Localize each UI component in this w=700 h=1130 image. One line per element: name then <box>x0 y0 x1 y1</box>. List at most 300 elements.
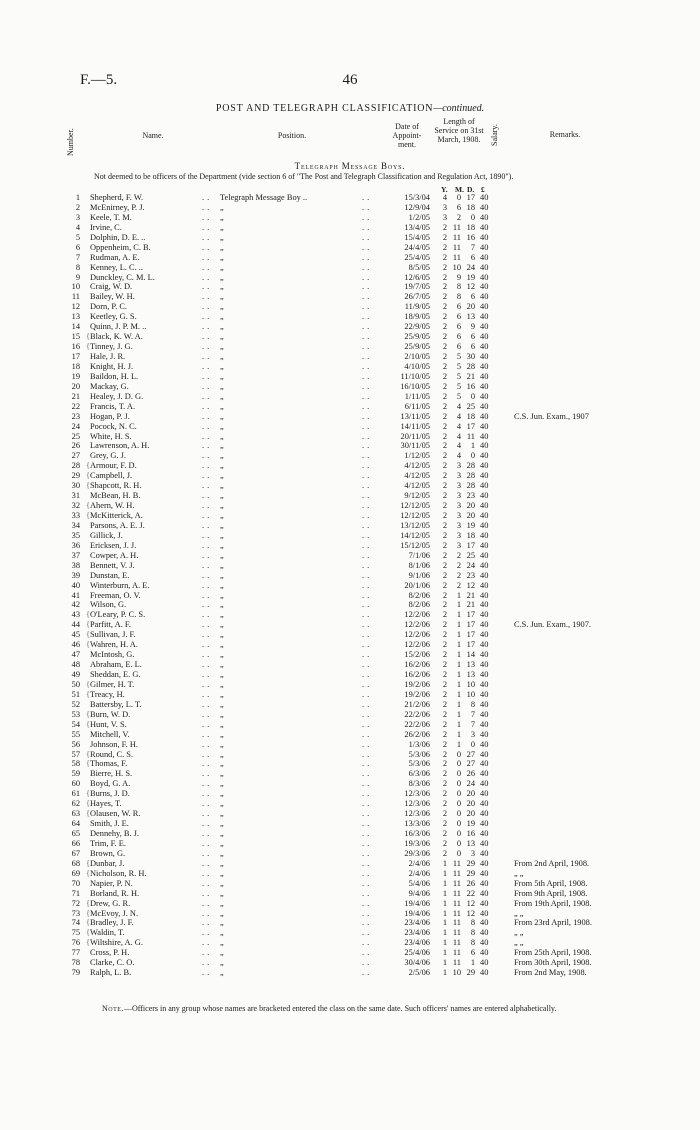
row-name: Dolphin, D. E. .. <box>90 232 146 242</box>
leader-dots: .. <box>202 302 213 312</box>
row-number: 12 <box>71 302 80 312</box>
row-service-months: 6 <box>456 342 461 352</box>
table-row <box>0 531 700 541</box>
row-number: 46 <box>71 640 80 650</box>
row-service-months: 5 <box>456 391 461 401</box>
leader-dots: .. <box>362 888 373 898</box>
table-row <box>0 441 700 451</box>
row-number: 21 <box>71 391 80 401</box>
leader-dots: .. <box>362 958 373 968</box>
row-salary: 40 <box>480 749 489 759</box>
group-bracket: { <box>86 481 91 491</box>
row-salary: 40 <box>480 560 489 570</box>
table-row <box>0 859 700 869</box>
row-salary: 40 <box>480 600 489 610</box>
group-bracket: { <box>86 938 91 948</box>
row-salary: 40 <box>480 729 489 739</box>
row-appointment-date: 16/3/06 <box>404 829 430 838</box>
row-appointment-date: 16/2/06 <box>404 660 430 670</box>
row-appointment-date: 8/2/06 <box>408 590 430 600</box>
row-service-years: 4 <box>442 193 448 202</box>
row-appointment-date: 12/3/06 <box>404 799 430 809</box>
row-service-months: 11 <box>452 242 461 252</box>
table-row <box>0 680 700 690</box>
row-position: „ <box>220 878 224 888</box>
row-name: Nicholson, R. H. <box>90 868 147 878</box>
row-number: 35 <box>71 530 80 540</box>
leader-dots: .. <box>362 530 373 540</box>
leader-dots: .. <box>202 590 213 600</box>
row-service-days: 24 <box>466 262 475 272</box>
row-appointment-date: 18/9/05 <box>404 312 430 322</box>
row-service-months: 4 <box>456 421 461 431</box>
row-number: 16 <box>71 342 80 352</box>
row-service-years: 2 <box>442 371 448 381</box>
row-name: Campbell, J. <box>90 471 133 481</box>
group-bracket: { <box>86 630 91 640</box>
row-service-months: 4 <box>456 441 461 451</box>
leader-dots: .. <box>362 838 373 848</box>
row-appointment-date: 11/10/05 <box>400 371 430 381</box>
leader-dots: .. <box>362 590 373 600</box>
row-position: „ <box>220 451 224 461</box>
row-position: „ <box>220 461 224 471</box>
leader-dots: .. <box>362 660 373 670</box>
row-salary: 40 <box>480 481 489 491</box>
row-position: „ <box>220 252 224 262</box>
table-row <box>0 362 700 372</box>
row-service-years: 2 <box>442 501 448 511</box>
row-salary: 40 <box>480 590 489 600</box>
row-service-days: 12 <box>466 580 475 590</box>
row-service-years: 2 <box>442 848 448 858</box>
row-service-days: 6 <box>470 332 475 342</box>
row-service-years: 2 <box>442 401 448 411</box>
row-service-days: 0 <box>470 212 475 222</box>
row-appointment-date: 19/2/06 <box>404 679 430 689</box>
row-salary: 40 <box>480 670 489 679</box>
row-number: 75 <box>71 928 80 938</box>
row-number: 53 <box>71 709 80 719</box>
row-salary: 40 <box>480 689 489 699</box>
row-salary: 40 <box>480 222 489 232</box>
group-bracket: { <box>86 461 91 471</box>
row-service-months: 0 <box>456 749 461 759</box>
row-service-days: 17 <box>466 193 475 202</box>
row-service-days: 19 <box>466 819 475 829</box>
row-number: 77 <box>71 948 80 958</box>
leader-dots: .. <box>202 670 213 679</box>
row-remarks: From 23rd April, 1908. <box>514 918 592 928</box>
row-service-days: 12 <box>466 898 475 908</box>
table-row <box>0 461 700 471</box>
row-service-years: 2 <box>442 600 448 610</box>
row-number: 54 <box>71 719 80 729</box>
row-service-years: 2 <box>442 332 448 342</box>
row-service-days: 14 <box>466 650 475 660</box>
row-position: „ <box>220 222 224 232</box>
leader-dots: .. <box>362 689 373 699</box>
row-service-years: 2 <box>442 411 448 421</box>
row-number: 33 <box>71 511 80 520</box>
leader-dots: .. <box>202 242 213 252</box>
row-service-days: 17 <box>466 610 475 620</box>
row-service-years: 1 <box>442 878 448 888</box>
row-service-years: 2 <box>442 630 448 640</box>
row-number: 8 <box>75 262 80 272</box>
leader-dots: .. <box>202 908 213 918</box>
row-service-months: 1 <box>456 660 461 670</box>
row-service-years: 2 <box>442 282 448 292</box>
row-salary: 40 <box>480 829 489 838</box>
page-title <box>0 103 700 114</box>
row-salary: 40 <box>480 779 489 789</box>
row-number: 20 <box>71 381 80 391</box>
table-row <box>0 819 700 829</box>
row-position: „ <box>220 570 224 580</box>
row-salary: 40 <box>480 838 489 848</box>
leader-dots: .. <box>362 858 373 868</box>
leader-dots: .. <box>202 729 213 739</box>
row-service-days: 6 <box>470 948 475 958</box>
row-number: 29 <box>71 471 80 481</box>
unit-years: Y. <box>441 185 448 194</box>
leader-dots: .. <box>362 829 373 838</box>
row-service-months: 11 <box>452 938 461 948</box>
row-service-years: 2 <box>442 640 448 650</box>
row-salary: 40 <box>480 709 489 719</box>
leader-dots: .. <box>362 948 373 958</box>
leader-dots: .. <box>362 749 373 759</box>
row-position: „ <box>220 709 224 719</box>
row-service-days: 26 <box>466 769 475 779</box>
row-position: „ <box>220 381 224 391</box>
table-row <box>0 501 700 511</box>
leader-dots: .. <box>362 461 373 471</box>
row-position: „ <box>220 620 224 630</box>
table-row <box>0 302 700 312</box>
table-row <box>0 750 700 760</box>
leader-dots: .. <box>362 520 373 530</box>
row-service-days: 18 <box>466 411 475 421</box>
leader-dots: .. <box>202 252 213 262</box>
row-salary: 40 <box>480 968 489 978</box>
row-service-years: 1 <box>442 868 448 878</box>
row-position: „ <box>220 640 224 650</box>
group-bracket: { <box>86 898 91 908</box>
row-service-months: 0 <box>456 193 461 202</box>
unit-salary: £ <box>481 185 485 194</box>
row-number: 26 <box>71 441 80 451</box>
column-header-salary: Salary. <box>490 124 499 146</box>
row-name: Abraham, E. L. <box>90 660 142 670</box>
row-service-months: 5 <box>456 361 461 371</box>
row-position: „ <box>220 908 224 918</box>
row-number: 22 <box>71 401 80 411</box>
leader-dots: .. <box>362 729 373 739</box>
table-row <box>0 730 700 740</box>
table-row <box>0 958 700 968</box>
leader-dots: .. <box>202 461 213 471</box>
row-number: 40 <box>71 580 80 590</box>
leader-dots: .. <box>362 769 373 779</box>
row-service-months: 11 <box>452 898 461 908</box>
row-appointment-date: 4/12/05 <box>404 461 430 471</box>
row-service-days: 13 <box>466 670 475 679</box>
table-row <box>0 670 700 680</box>
row-service-years: 2 <box>442 491 448 501</box>
row-number: 41 <box>71 590 80 600</box>
row-appointment-date: 12/3/06 <box>404 789 430 799</box>
row-position: „ <box>220 431 224 441</box>
row-service-months: 3 <box>456 530 461 540</box>
row-service-months: 0 <box>456 759 461 769</box>
row-service-days: 8 <box>470 928 475 938</box>
row-number: 56 <box>71 739 80 749</box>
table-row <box>0 581 700 591</box>
group-bracket: { <box>86 689 91 699</box>
table-row <box>0 918 700 928</box>
leader-dots: .. <box>202 739 213 749</box>
row-salary: 40 <box>480 620 489 630</box>
row-salary: 40 <box>480 610 489 620</box>
row-salary: 40 <box>480 789 489 799</box>
row-salary: 40 <box>480 421 489 431</box>
row-name: Sullivan, J. F. <box>90 630 136 640</box>
row-position: „ <box>220 560 224 570</box>
table-row <box>0 521 700 531</box>
row-service-years: 2 <box>442 441 448 451</box>
row-name: Knight, H. J. <box>90 361 134 371</box>
row-position: „ <box>220 580 224 590</box>
row-salary: 40 <box>480 461 489 471</box>
row-name: Napier, P. N. <box>90 878 133 888</box>
row-appointment-date: 5/3/06 <box>408 759 430 769</box>
row-name: McKitterick, A. <box>90 511 143 520</box>
row-name: Hayes, T. <box>90 799 122 809</box>
row-position: „ <box>220 212 224 222</box>
row-salary: 40 <box>480 699 489 709</box>
row-number: 31 <box>71 491 80 501</box>
row-appointment-date: 25/4/06 <box>404 948 430 958</box>
row-position: „ <box>220 342 224 352</box>
row-name: Ralph, L. B. <box>90 968 132 978</box>
leader-dots: .. <box>202 749 213 759</box>
group-bracket: { <box>86 868 91 878</box>
row-service-months: 1 <box>456 699 461 709</box>
row-appointment-date: 8/2/06 <box>408 600 430 610</box>
row-remarks: From 2nd May, 1908. <box>514 968 587 978</box>
row-salary: 40 <box>480 908 489 918</box>
row-remarks: C.S. Jun. Exam., 1907 <box>514 411 589 421</box>
row-appointment-date: 20/1/06 <box>404 580 430 590</box>
row-service-years: 1 <box>442 958 448 968</box>
row-service-months: 11 <box>452 918 461 928</box>
table-row <box>0 799 700 809</box>
row-name: Pocock, N. C. <box>90 421 137 431</box>
row-service-months: 6 <box>456 312 461 322</box>
row-appointment-date: 12/2/06 <box>404 620 430 630</box>
row-service-months: 1 <box>456 650 461 660</box>
row-appointment-date: 19/4/06 <box>404 898 430 908</box>
leader-dots: .. <box>202 838 213 848</box>
row-position: „ <box>220 371 224 381</box>
row-name: Wiltshire, A. G. <box>90 938 143 948</box>
table-row <box>0 839 700 849</box>
leader-dots: .. <box>202 401 213 411</box>
row-service-years: 2 <box>442 302 448 312</box>
row-salary: 40 <box>480 272 489 282</box>
row-position: „ <box>220 361 224 371</box>
table-row <box>0 332 700 342</box>
group-bracket: { <box>86 799 91 809</box>
row-name: Smith, J. E. <box>90 819 129 829</box>
leader-dots: .. <box>202 848 213 858</box>
row-position: „ <box>220 670 224 679</box>
row-salary: 40 <box>480 679 489 689</box>
table-row <box>0 938 700 948</box>
row-salary: 40 <box>480 312 489 322</box>
row-number: 44 <box>71 620 80 630</box>
leader-dots: .. <box>362 650 373 660</box>
row-service-days: 16 <box>466 381 475 391</box>
row-service-years: 1 <box>442 898 448 908</box>
row-number: 60 <box>71 779 80 789</box>
row-number: 55 <box>71 729 80 739</box>
row-service-days: 25 <box>466 401 475 411</box>
row-name: Baildon, H. L. <box>90 371 139 381</box>
row-service-years: 1 <box>442 888 448 898</box>
row-salary: 40 <box>480 352 489 361</box>
table-row <box>0 879 700 889</box>
leader-dots: .. <box>202 610 213 620</box>
row-service-years: 1 <box>442 908 448 918</box>
row-salary: 40 <box>480 371 489 381</box>
row-appointment-date: 23/4/06 <box>404 938 430 948</box>
row-service-years: 2 <box>442 550 448 560</box>
leader-dots: .. <box>202 391 213 401</box>
leader-dots: .. <box>202 719 213 729</box>
row-remarks: „ „ <box>514 868 524 878</box>
row-appointment-date: 2/4/06 <box>408 868 430 878</box>
row-service-days: 23 <box>466 570 475 580</box>
table-row <box>0 909 700 919</box>
leader-dots: .. <box>362 799 373 809</box>
row-position: „ <box>220 868 224 878</box>
row-remarks: From 2nd April, 1908. <box>514 858 590 868</box>
row-name: Quinn, J. P. M. .. <box>90 322 147 332</box>
table-row <box>0 700 700 710</box>
group-bracket: { <box>86 342 91 352</box>
row-service-years: 2 <box>442 222 448 232</box>
row-position: „ <box>220 540 224 550</box>
table-row <box>0 571 700 581</box>
leader-dots: .. <box>362 441 373 451</box>
column-header-date: Date of Appoint-ment. <box>392 122 422 149</box>
row-service-months: 0 <box>456 789 461 799</box>
row-salary: 40 <box>480 928 489 938</box>
row-service-months: 11 <box>452 888 461 898</box>
group-bracket: { <box>86 640 91 650</box>
table-row <box>0 402 700 412</box>
group-bracket: { <box>86 908 91 918</box>
row-service-years: 2 <box>442 232 448 242</box>
row-position: „ <box>220 312 224 322</box>
row-position: „ <box>220 550 224 560</box>
leader-dots: .. <box>362 421 373 431</box>
row-remarks: „ „ <box>514 908 524 918</box>
row-position: „ <box>220 938 224 948</box>
row-service-days: 21 <box>466 600 475 610</box>
row-service-days: 17 <box>466 421 475 431</box>
leader-dots: .. <box>362 322 373 332</box>
leader-dots: .. <box>202 262 213 272</box>
leader-dots: .. <box>362 928 373 938</box>
row-number: 14 <box>71 322 80 332</box>
leader-dots: .. <box>362 809 373 819</box>
row-service-years: 1 <box>442 968 448 978</box>
row-name: Bennett, V. J. <box>90 560 135 570</box>
row-position: „ <box>220 759 224 769</box>
row-service-days: 28 <box>466 361 475 371</box>
leader-dots: .. <box>362 391 373 401</box>
row-position: „ <box>220 918 224 928</box>
row-number: 78 <box>71 958 80 968</box>
row-service-years: 2 <box>442 699 448 709</box>
row-name: Keetley, G. S. <box>90 312 137 322</box>
row-service-days: 0 <box>470 739 475 749</box>
row-remarks: From 19th April, 1908. <box>514 898 592 908</box>
leader-dots: .. <box>362 968 373 978</box>
row-position: „ <box>220 689 224 699</box>
row-service-years: 2 <box>442 352 448 361</box>
group-bracket: { <box>86 511 91 520</box>
column-header-remarks: Remarks. <box>549 130 581 139</box>
leader-dots: .. <box>202 421 213 431</box>
table-row <box>0 392 700 402</box>
row-appointment-date: 9/12/05 <box>404 491 430 501</box>
row-appointment-date: 29/3/06 <box>404 848 430 858</box>
row-service-months: 3 <box>456 471 461 481</box>
row-appointment-date: 23/4/06 <box>404 928 430 938</box>
table-row <box>0 432 700 442</box>
table-row <box>0 610 700 620</box>
row-appointment-date: 11/9/05 <box>404 302 430 312</box>
leader-dots: .. <box>362 292 373 302</box>
row-appointment-date: 7/1/06 <box>408 550 430 560</box>
row-position: Telegraph Message Boy .. <box>220 193 308 202</box>
row-name: Irvine, C. <box>90 222 122 232</box>
leader-dots: .. <box>202 620 213 630</box>
row-appointment-date: 13/3/06 <box>404 819 430 829</box>
leader-dots: .. <box>362 739 373 749</box>
row-service-days: 30 <box>466 352 475 361</box>
row-service-months: 1 <box>456 600 461 610</box>
row-service-months: 3 <box>456 511 461 520</box>
row-position: „ <box>220 968 224 978</box>
table-row <box>0 322 700 332</box>
row-position: „ <box>220 401 224 411</box>
table-row <box>0 223 700 233</box>
row-service-months: 5 <box>456 352 461 361</box>
row-service-months: 11 <box>452 948 461 958</box>
row-number: 57 <box>71 749 80 759</box>
row-name: McEvoy, J. N. <box>90 908 139 918</box>
row-number: 9 <box>75 272 80 282</box>
table-row <box>0 541 700 551</box>
row-remarks: From 5th April, 1908. <box>514 878 588 888</box>
staff-table <box>0 193 700 978</box>
